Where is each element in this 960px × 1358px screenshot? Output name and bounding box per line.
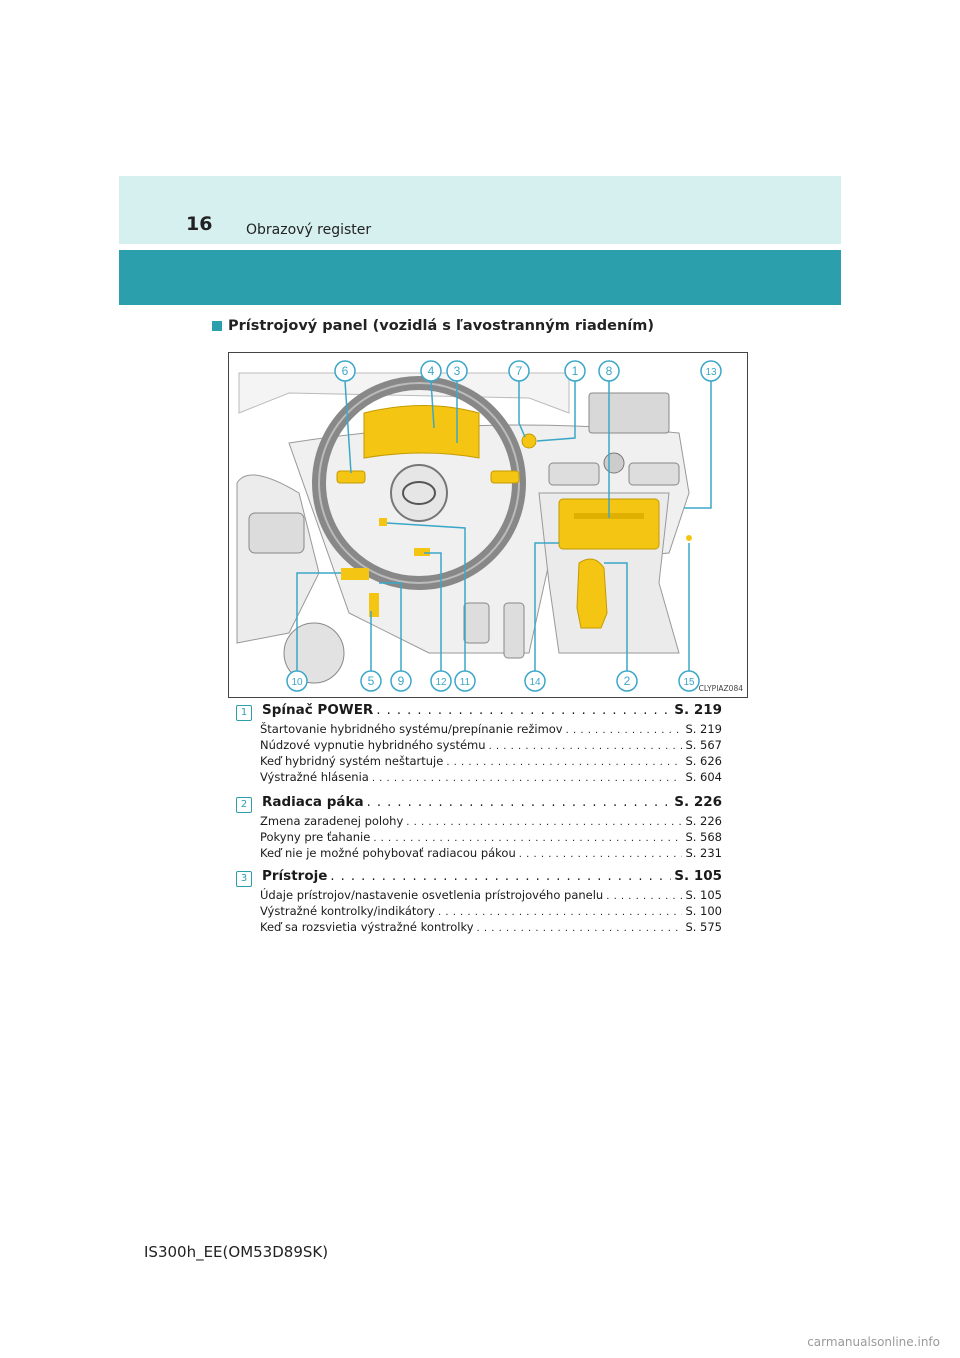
callout-bottom-5: 11 (459, 677, 471, 688)
dot-leader (477, 923, 683, 934)
entry-title: Radiaca páka (262, 794, 364, 810)
callout-top-4: 7 (515, 364, 523, 378)
sub-title: Keď nie je možné pohybovať radiacou pákou (260, 846, 516, 860)
callout-bottom-3: 9 (397, 674, 405, 688)
sub-page-link[interactable]: S. 568 (685, 830, 722, 844)
dot-leader (367, 795, 672, 810)
callout-bottom-7: 2 (623, 674, 631, 688)
sub-entry (260, 814, 722, 830)
subheading-text: Prístrojový panel (vozidlá s ľavostranným riadením) (228, 318, 655, 334)
sub-page-link[interactable]: S. 626 (685, 754, 722, 768)
sub-title: Štartovanie hybridného systému/prepínanie režimov (260, 722, 563, 736)
dot-leader (406, 817, 682, 828)
sub-page-link[interactable]: S. 231 (685, 846, 722, 860)
sub-entry (260, 770, 722, 786)
entry-shift-lever (236, 794, 722, 862)
entry-number: 3 (236, 871, 252, 887)
sub-page-link[interactable]: S. 604 (685, 770, 722, 784)
callout-top-5: 1 (571, 364, 579, 378)
dot-leader (376, 703, 671, 718)
sub-entry (260, 846, 722, 862)
callout-top-3: 3 (453, 364, 461, 378)
callout-bottom-6: 14 (529, 677, 541, 688)
dot-leader (606, 891, 682, 902)
square-bullet-icon (212, 321, 222, 331)
header-band (119, 176, 841, 244)
callout-top-1: 6 (341, 364, 349, 378)
entry-number: 1 (236, 705, 252, 721)
sub-title: Výstražné hlásenia (260, 770, 369, 784)
dot-leader (566, 725, 683, 736)
subheading (212, 318, 654, 334)
dot-leader (519, 849, 683, 860)
sub-title: Výstražné kontrolky/indikátory (260, 904, 435, 918)
sub-entry (260, 888, 722, 904)
dot-leader (330, 869, 671, 884)
sub-entry (260, 920, 722, 936)
callout-top-6: 8 (605, 364, 613, 378)
footer-model-code: IS300h_EE(OM53D89SK) (144, 1243, 329, 1261)
dashboard-drawing (229, 353, 747, 697)
dashboard-illustration (228, 352, 748, 698)
sub-title: Núdzové vypnutie hybridného systému (260, 738, 486, 752)
callout-bottom-4: 12 (435, 677, 447, 688)
dot-leader (446, 757, 682, 768)
sub-title: Údaje prístrojov/nastavenie osvetlenia prístrojového panelu (260, 888, 604, 902)
dot-leader (372, 773, 683, 784)
entry-page-link[interactable]: S. 226 (674, 794, 722, 810)
entry-number: 2 (236, 797, 252, 813)
callout-top-2: 4 (427, 364, 435, 378)
callout-bottom-8: 15 (683, 677, 695, 688)
sub-entry (260, 754, 722, 770)
sub-entry (260, 904, 722, 920)
figure-code: CLYPIAZ084 (698, 684, 743, 693)
sub-title: Pokyny pre ťahanie (260, 830, 371, 844)
entry-power-switch (236, 702, 722, 786)
sub-entry (260, 830, 722, 846)
sub-page-link[interactable]: S. 219 (685, 722, 722, 736)
entry-page-link[interactable]: S. 105 (674, 868, 722, 884)
sub-page-link[interactable]: S. 226 (685, 814, 722, 828)
callout-bottom-1: 10 (291, 677, 303, 688)
sub-page-link[interactable]: S. 567 (685, 738, 722, 752)
dot-leader (373, 833, 682, 844)
entry-page-link[interactable]: S. 219 (674, 702, 722, 718)
page-number: 16 (186, 213, 213, 235)
callout-bottom-2: 5 (367, 674, 375, 688)
sub-page-link[interactable]: S. 105 (685, 888, 722, 902)
entry-instruments (236, 868, 722, 936)
sub-title: Keď hybridný systém neštartuje (260, 754, 444, 768)
dot-leader (489, 741, 683, 752)
sub-entry (260, 722, 722, 738)
sub-page-link[interactable]: S. 575 (685, 920, 722, 934)
sub-title: Zmena zaradenej polohy (260, 814, 404, 828)
watermark: carmanualsonline.info (807, 1335, 940, 1349)
section-title: Obrazový register (246, 222, 372, 238)
sub-page-link[interactable]: S. 100 (685, 904, 722, 918)
sub-title: Keď sa rozsvietia výstražné kontrolky (260, 920, 474, 934)
teal-band (119, 250, 841, 305)
callout-top-7: 13 (705, 367, 717, 378)
dot-leader (438, 907, 682, 918)
entry-title: Spínač POWER (262, 702, 374, 718)
entry-title: Prístroje (262, 868, 328, 884)
sub-entry (260, 738, 722, 754)
